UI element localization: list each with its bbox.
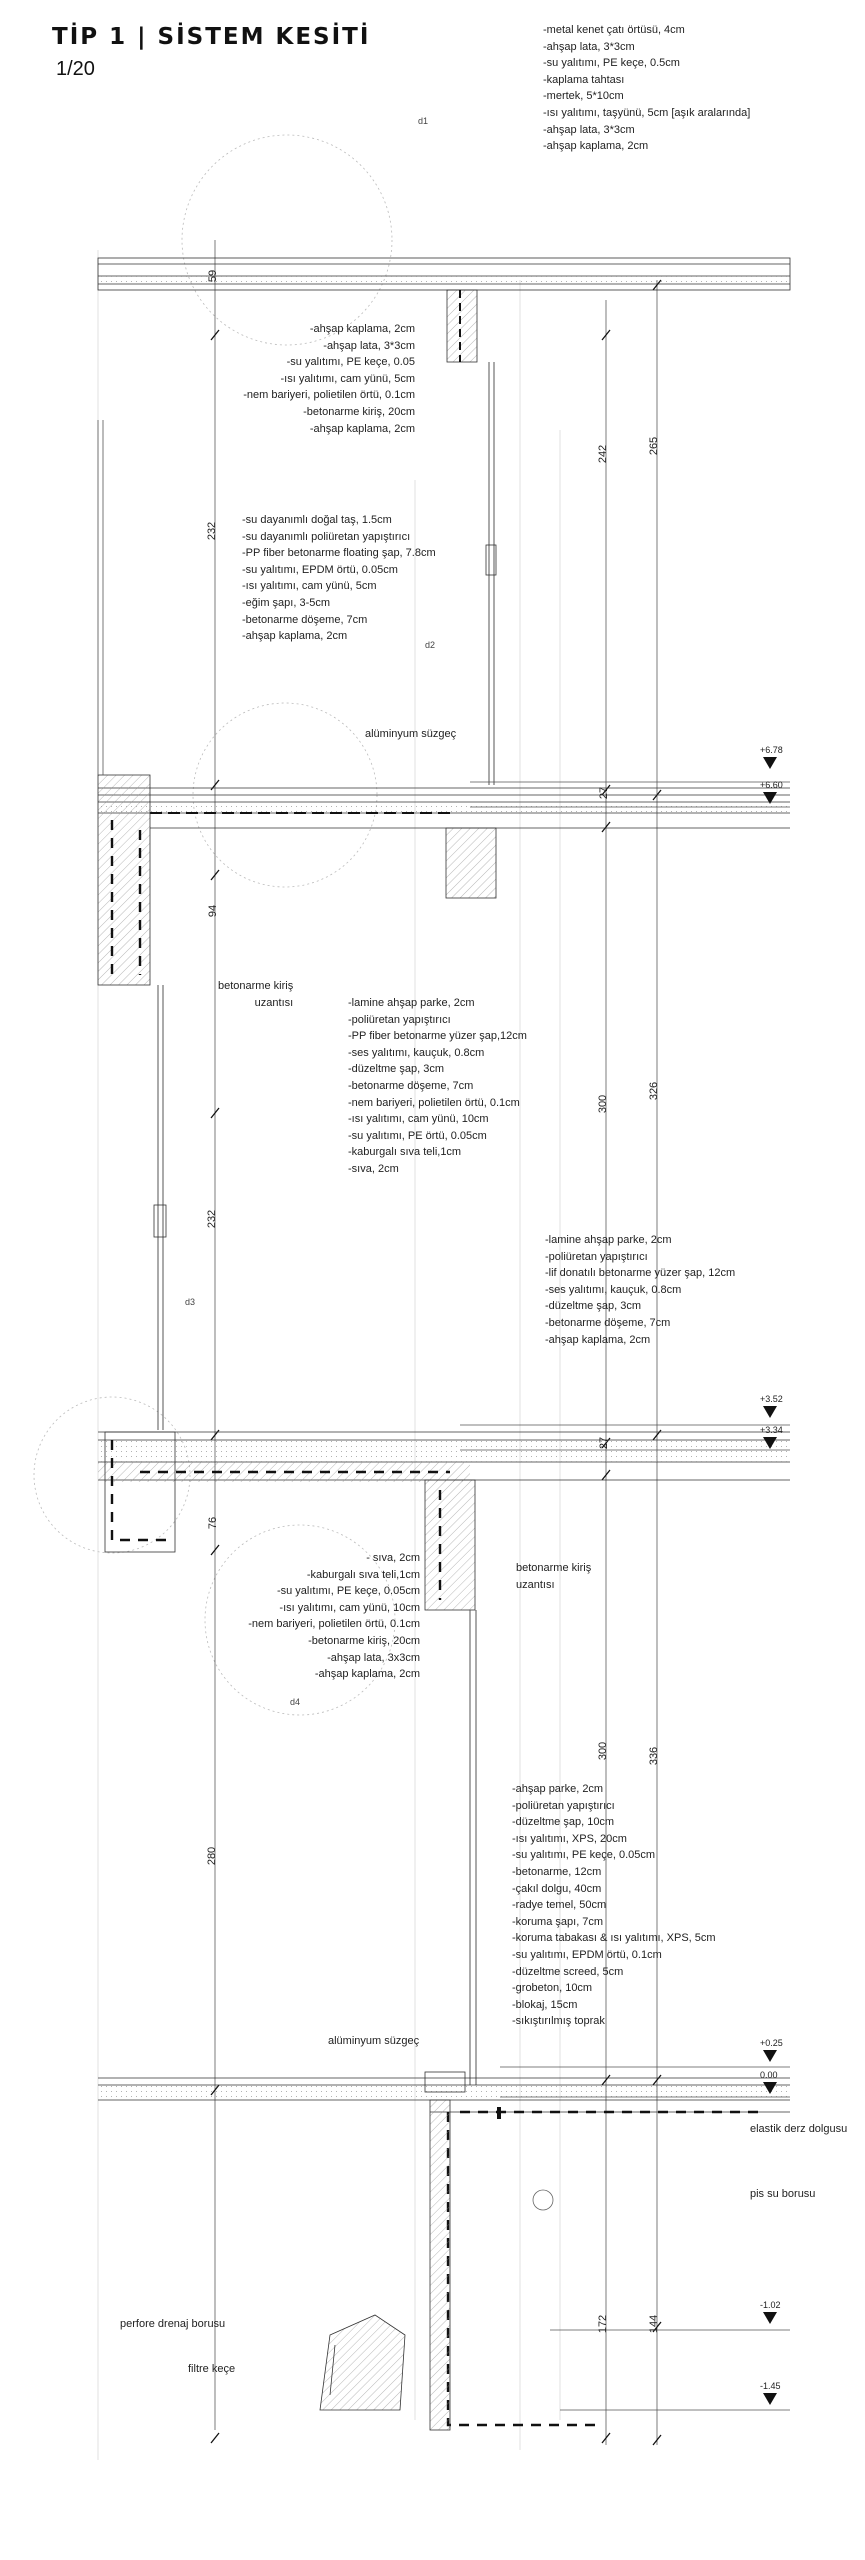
ground-layer: -düzeltme screed, 5cm	[512, 1965, 624, 1978]
soffit-layer: -kaburgalı sıva teli,1cm	[306, 1568, 420, 1581]
detail-label-d4: d4	[290, 1697, 301, 1707]
floor2-layer: -betonarme döşeme, 7cm	[545, 1316, 671, 1329]
ground-layer: -düzeltme şap, 10cm	[512, 1816, 615, 1829]
ground-layer: -su yalıtımı, EPDM örtü, 0.1cm	[512, 1948, 662, 1961]
elevation-label: +6.78	[760, 745, 783, 755]
dim-59: 59	[207, 269, 220, 283]
dim-336: 336	[648, 1746, 661, 1766]
dim-280: 280	[206, 1846, 219, 1866]
beam-label-lower	[516, 1560, 591, 1593]
dim-300-upper: 300	[597, 1094, 610, 1114]
dim-232-lower: 232	[206, 1209, 219, 1229]
elevation-label: +3.52	[760, 1394, 783, 1404]
terrace-layers-note	[242, 512, 436, 645]
elevation-marker	[763, 792, 777, 804]
eave-layer: -ahşap lata, 3*3cm	[323, 339, 415, 352]
elevation-label: -1.45	[760, 2381, 781, 2391]
elevation-marker	[763, 1437, 777, 1449]
ground-layer: -poliüretan yapıştırıcı	[512, 1799, 615, 1812]
gutter-label-lower: alüminyum süzgeç	[328, 2035, 420, 2047]
floor1-layer: -PP fiber betonarme yüzer şap,12cm	[348, 1030, 527, 1043]
floor1-layer: -nem bariyeri, polietilen örtü, 0.1cm	[348, 1096, 520, 1109]
ground-layer: -çakıl dolgu, 40cm	[512, 1882, 602, 1895]
eave-layer: -betonarme kiriş, 20cm	[303, 405, 415, 418]
soffit-layer: - sıva, 2cm	[366, 1552, 420, 1564]
elevation-label: -1.02	[760, 2300, 781, 2310]
roof-layer: -su yalıtımı, PE keçe, 0.5cm	[543, 57, 680, 70]
beam-label-upper	[218, 978, 293, 1011]
ground-layer: -sıkıştırılmış toprak	[512, 2015, 605, 2028]
eave-layers-note	[243, 321, 415, 437]
dim-172: 172	[597, 2314, 610, 2334]
floor1-layer: -kaburgalı sıva teli,1cm	[348, 1146, 462, 1159]
ground-layer: -blokaj, 15cm	[512, 1998, 578, 2011]
ground-layer: -ısı yalıtımı, XPS, 20cm	[512, 1832, 627, 1845]
drawing-scale: 1/20	[56, 58, 95, 80]
dim-27-upper: 27	[598, 786, 611, 800]
elevation-marker	[763, 2050, 777, 2062]
soffit-layer: -betonarme kiriş, 20cm	[308, 1634, 420, 1647]
detail-label-d3: d3	[185, 1297, 196, 1307]
terrace-layer: -betonarme döşeme, 7cm	[242, 613, 368, 626]
floor1-layer: -düzeltme şap, 3cm	[348, 1063, 444, 1076]
elevation-marker	[763, 1406, 777, 1418]
ground-layer: -koruma şapı, 7cm	[512, 1915, 604, 1928]
floor1-layer: -lamine ahşap parke, 2cm	[348, 997, 475, 1009]
roof-layers-note	[543, 22, 750, 155]
roof-layer: -metal kenet çatı örtüsü, 4cm	[543, 24, 685, 36]
eave-layer: -ahşap kaplama, 2cm	[309, 323, 415, 335]
floor2-layer: -ahşap kaplama, 2cm	[545, 1333, 651, 1346]
elevation-label: 0.00	[760, 2070, 778, 2080]
elevation-label: +0.25	[760, 2038, 783, 2048]
dim-326: 326	[648, 1081, 661, 1101]
detail-label-d1: d1	[418, 116, 429, 126]
elevation-label: +3.34	[760, 1425, 783, 1435]
dim-242: 242	[597, 444, 610, 464]
floor1-layer: -sıva, 2cm	[348, 1162, 399, 1175]
floor2-layers-note	[545, 1232, 735, 1348]
floor1-layer: -ses yalıtımı, kauçuk, 0.8cm	[348, 1046, 485, 1059]
beam-label-line: uzantısı	[254, 996, 294, 1009]
eave-layer: -ahşap kaplama, 2cm	[309, 422, 415, 435]
eave-layer: -nem bariyeri, polietilen örtü, 0.1cm	[243, 389, 415, 402]
dim-27-lower: 27	[598, 1436, 611, 1450]
beam-label-line: betonarme kiriş	[218, 980, 294, 992]
terrace-layer: -ahşap kaplama, 2cm	[242, 630, 348, 643]
roof-layer: -kaplama tahtası	[543, 73, 625, 86]
terrace-layer: -ısı yalıtımı, cam yünü, 5cm	[242, 580, 377, 593]
soffit-layer: -ısı yalıtımı, cam yünü, 10cm	[279, 1601, 420, 1614]
detail-circle-d1	[182, 135, 392, 345]
dim-144: 144	[648, 2314, 661, 2334]
roof-layer: -ısı yalıtımı, taşyünü, 5cm [aşık aralarında]	[543, 106, 751, 119]
page-title: TİP 1 | SİSTEM KESİTİ	[52, 24, 371, 50]
floor1-layer: -ısı yalıtımı, cam yünü, 10cm	[348, 1113, 489, 1126]
expansion-joint-label: elastik derz dolgusu	[750, 2123, 848, 2135]
filter-felt-label: filtre keçe	[188, 2363, 236, 2375]
eave-layer: -ısı yalıtımı, cam yünü, 5cm	[280, 372, 415, 385]
terrace-layer: -PP fiber betonarme floating şap, 7.8cm	[242, 547, 436, 560]
terrace-layer: -su yalıtımı, EPDM örtü, 0.05cm	[242, 563, 398, 576]
elevation-marker	[763, 2393, 777, 2405]
eave-layer: -su yalıtımı, PE keçe, 0.05	[286, 356, 415, 369]
gutter-label-upper: alüminyum süzgeç	[365, 728, 457, 740]
beam-label-line: betonarme kiriş	[516, 1562, 592, 1574]
roof-layer: -ahşap kaplama, 2cm	[543, 140, 649, 153]
floor1-layers-note	[348, 995, 527, 1178]
soffit-layer: -ahşap lata, 3x3cm	[327, 1651, 420, 1664]
elevation-marker	[763, 757, 777, 769]
perforated-drain	[320, 2315, 405, 2410]
beam-label-line: uzantısı	[516, 1578, 555, 1591]
ground-layer: -ahşap parke, 2cm	[512, 1783, 604, 1795]
roof-layer: -mertek, 5*10cm	[543, 90, 624, 103]
floor2-layer: -lamine ahşap parke, 2cm	[545, 1234, 672, 1246]
perforated-drain-label: perfore drenaj borusu	[120, 2318, 226, 2330]
floor2-layer: -düzeltme şap, 3cm	[545, 1300, 641, 1313]
terrace-layer: -su dayanımlı doğal taş, 1.5cm	[242, 514, 392, 526]
roof-layer: -ahşap lata, 3*3cm	[543, 40, 635, 53]
ground-layer: -koruma tabakası & ısı yalıtımı, XPS, 5cm	[512, 1932, 716, 1945]
terrace-layer: -eğim şapı, 3-5cm	[242, 596, 331, 609]
detail-label-d2: d2	[425, 640, 436, 650]
ground-layers-note	[512, 1781, 716, 2030]
elevation-label: +6.60	[760, 780, 783, 790]
floor1-layer: -poliüretan yapıştırıcı	[348, 1013, 451, 1026]
floor2-layer: -ses yalıtımı, kauçuk, 0.8cm	[545, 1283, 682, 1296]
terrace-layer: -su dayanımlı poliüretan yapıştırıcı	[242, 530, 411, 543]
floor1-layer: -betonarme döşeme, 7cm	[348, 1079, 474, 1092]
floor1-layer: -su yalıtımı, PE örtü, 0.05cm	[348, 1129, 487, 1142]
ground-layer: -grobeton, 10cm	[512, 1982, 593, 1995]
soffit-layers-note	[248, 1550, 420, 1683]
ground-layer: -radye temel, 50cm	[512, 1899, 607, 1912]
floor2-layer: -poliüretan yapıştırıcı	[545, 1250, 648, 1263]
roof-layer: -ahşap lata, 3*3cm	[543, 123, 635, 136]
ground-layer: -betonarme, 12cm	[512, 1865, 602, 1878]
soffit-layer: -nem bariyeri, polietilen örtü, 0.1cm	[248, 1618, 420, 1631]
soffit-layer: -ahşap kaplama, 2cm	[314, 1668, 420, 1681]
dim-76: 76	[207, 1516, 220, 1530]
soffit-layer: -su yalıtımı, PE keçe, 0.05cm	[276, 1585, 420, 1598]
dim-94: 94	[207, 904, 220, 918]
dim-265: 265	[648, 436, 661, 456]
floor2-layer: -lif donatılı betonarme yüzer şap, 12cm	[545, 1267, 736, 1280]
dim-300-lower: 300	[597, 1741, 610, 1761]
drain-pipe	[533, 2190, 553, 2210]
dim-232-upper: 232	[206, 521, 219, 541]
elevation-marker	[763, 2312, 777, 2324]
drain-pipe-label: pis su borusu	[750, 2188, 816, 2200]
ground-layer: -su yalıtımı, PE keçe, 0.05cm	[512, 1849, 656, 1862]
elevation-marker	[763, 2082, 777, 2094]
